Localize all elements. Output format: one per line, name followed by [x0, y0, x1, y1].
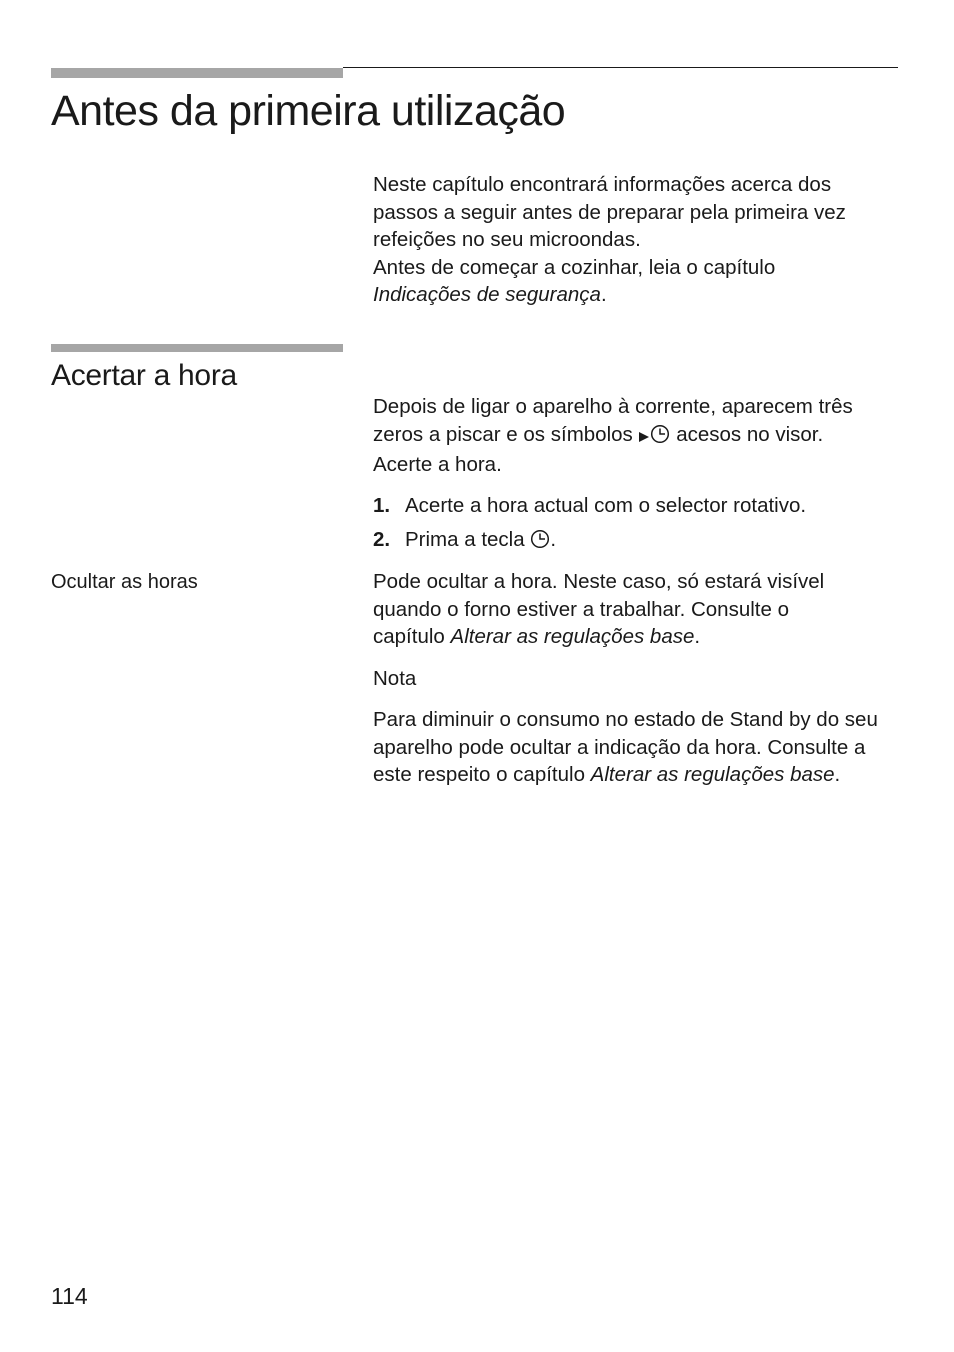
- step-number: 1.: [373, 493, 391, 517]
- section-heading: Acertar a hora: [51, 359, 237, 392]
- step-text: Prima a tecla: [405, 528, 525, 551]
- clock-icon: [530, 529, 550, 557]
- hide-hours-text: Pode ocultar a hora. Neste caso, só estará visível quando o forno estiver a trabalhar. Consulte o capítulo: [373, 570, 825, 648]
- note-period: .: [834, 763, 841, 786]
- section-rule: [51, 344, 343, 352]
- note-paragraph: [373, 706, 883, 789]
- hide-hours-section: [373, 568, 863, 651]
- time-section-body: [373, 393, 893, 557]
- hide-hours-reference: Alterar as regulações base: [450, 625, 695, 648]
- time-intro-text-c: Acerte a hora.: [373, 453, 502, 476]
- intro-section: [373, 171, 893, 309]
- intro-line2: [373, 254, 893, 309]
- page-title: Antes da primeira utilização: [51, 87, 566, 135]
- intro-line2-text: Antes de começar a cozinhar, leia o capítulo: [373, 255, 776, 279]
- intro-reference: Indicações de segurança: [373, 283, 601, 306]
- note-text: Para diminuir o consumo no estado de Stand by do seu aparelho pode ocultar a indicação da hora. Consulte a este respeito o capítulo: [373, 708, 878, 786]
- title-rule-thick: [51, 68, 343, 78]
- intro-text: Neste capítulo encontrará informações acerca dos passos a seguir antes de preparar pela primeira vez refeições no seu microondas.: [373, 173, 846, 251]
- hide-hours-period: .: [694, 625, 701, 648]
- intro-period: .: [600, 283, 607, 306]
- step-text: Acerte a hora actual com o selector rotativo.: [405, 493, 807, 517]
- hide-hours-label: Ocultar as horas: [51, 571, 198, 593]
- time-intro-text-a: Depois de ligar o aparelho à corrente, aparecem três zeros a piscar e os símbolos: [373, 395, 853, 446]
- play-icon: [638, 424, 650, 452]
- page-number: 114: [51, 1283, 88, 1309]
- note-reference: Alterar as regulações base: [590, 763, 835, 786]
- step-number: 2.: [373, 528, 391, 551]
- title-rule-thin: [343, 67, 898, 68]
- note-section: [373, 706, 883, 789]
- hide-hours-paragraph: [373, 568, 863, 651]
- note-label: Nota: [373, 667, 417, 690]
- time-intro-paragraph: [373, 393, 893, 479]
- clock-icon: [650, 424, 670, 452]
- step-2: [373, 526, 893, 557]
- time-intro-text-b: acesos no visor.: [676, 422, 824, 446]
- step-suffix: .: [550, 528, 557, 551]
- step-1: [373, 492, 893, 520]
